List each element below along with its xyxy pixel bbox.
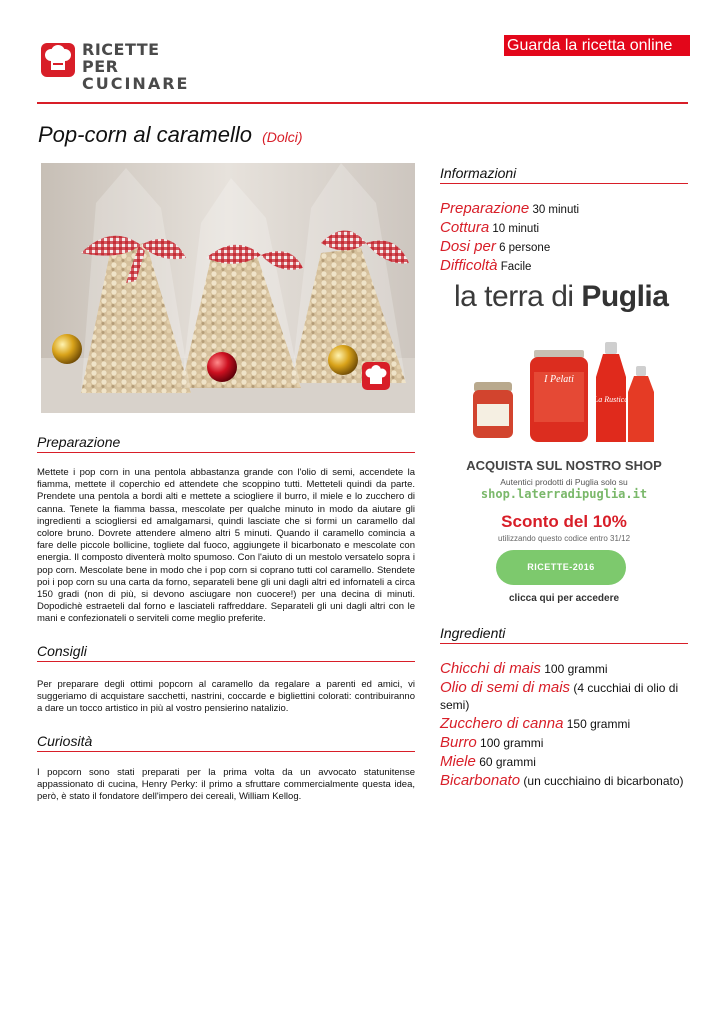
ingredient-item (440, 679, 690, 714)
ad-shop-subtitle: Autentici prodotti di Puglia solo su (500, 477, 628, 487)
recipe-title (38, 122, 303, 148)
ingredient-name: Zucchero di canna (440, 715, 564, 732)
consigli-text: Per preparare degli ottimi popcorn al caramello da regalare a parenti ed amici, vi suggeriamo di acquistare sacchetti, nastrini, coccarde e bigliettini colorati: contribuiranno a dare un tocco artistico in più al vostro pensierino natalizio. (37, 679, 415, 715)
info-value: 6 persone (499, 242, 551, 254)
ingredient-name: Burro (440, 734, 477, 751)
coupon-code-button[interactable]: RICETTE-2016 (496, 550, 626, 585)
ingredient-qty: 150 grammi (566, 717, 631, 731)
ad-shop-title: ACQUISTA SUL NOSTRO SHOP (466, 458, 662, 473)
logo-line1: RICETTE PER (82, 40, 160, 76)
ingredient-qty: (un cucchiaino di bicarbonato) (523, 774, 684, 788)
recipe-photo (41, 163, 415, 413)
logo-line2: CUCINARE (82, 74, 190, 93)
info-cottura (440, 219, 539, 236)
ingredient-qty: 100 grammi (544, 662, 608, 676)
preparazione-text: Mettete i pop corn in una pentola abbastanza grande con l'olio di semi, accendete la fiamma, mettete il coperchio ed attendete che scoppino tutti. Metteteli quindi da parte. Prendete una pentola a bordi alti e mettete a sciogliere il burro, il miele e lo zucchero di canna. Tenete la fiamma bassa, mescolate per qualche minuto in modo da aiutare gli ingredienti a sciogliersi ed amalgamarsi, quindi lasciate che si formi un caramello dal colore bruno. Dovrete attendere almeno altri 5 minuti. Quando il caramello comincia a fare delle piccole bollicine, togliete dal fuoco, aggiungete il bicarbonato e mescolate con energia. Il composto diventerà molto spumoso. Con l'aiuto di un mestolo versatelo sopra i pop corn. Mescolate bene in modo che i pop corn si coprano tutti col caramello. Stendete poi i pop corn su una carta da forno, separateli bene gli uni dagli altri ed infornateli a circa 150 gradi (non di più, si devono asciugare non cuocere!) per una decina di minuti. Dopodichè estraeteli dal forno e lasciateli raffreddare. Separateli gli uni dagli altri con le mani e confezionateli o serviteli come meglio preferite. (37, 467, 415, 625)
site-logo[interactable] (40, 40, 200, 93)
ad-brand-bold: Puglia (581, 280, 669, 313)
ingredient-item (440, 715, 690, 733)
chef-hat-watermark-icon (362, 362, 390, 390)
ingredient-item (440, 734, 690, 752)
section-heading-informazioni: Informazioni (440, 165, 688, 184)
info-label: Dosi per (440, 238, 496, 255)
ingredient-name: Chicchi di mais (440, 660, 541, 677)
ad-brand (454, 280, 668, 314)
section-heading-preparazione: Preparazione (37, 434, 415, 453)
jar-label: I Pelati (544, 374, 574, 385)
ingredient-qty: 60 grammi (479, 755, 536, 769)
curiosita-text: I popcorn sono stati preparati per la prima volta da un avvocato statunitense appassionato di cucina, Henry Perky: il primo a sfruttare commercialmente questa idea, però, è stato il fondatore dell'impero dei cereali, William Kellog. (37, 767, 415, 803)
chef-hat-logo-icon (40, 42, 76, 78)
shop-advertisement[interactable] (440, 280, 688, 608)
recipe-title-text: Pop-corn al caramello (38, 122, 252, 147)
section-heading-consigli: Consigli (37, 643, 415, 662)
ad-cta-link[interactable]: clicca qui per accedere (508, 593, 620, 604)
ad-discount: Sconto del 10% (501, 512, 627, 531)
info-value: Facile (500, 261, 532, 273)
info-dosi (440, 238, 550, 255)
section-heading-ingredienti: Ingredienti (440, 625, 688, 644)
ingredient-name: Bicarbonato (440, 772, 521, 789)
ingredient-qty: 100 grammi (480, 736, 544, 750)
info-difficolta (440, 257, 531, 274)
ingredient-item (440, 753, 690, 771)
ingredient-qty: (4 cucchiai di olio di semi) (440, 681, 679, 712)
product-jars-image (470, 342, 670, 444)
ingredient-item (440, 660, 690, 678)
info-preparazione (440, 200, 579, 217)
recipe-category: (Dolci) (262, 129, 303, 145)
ad-discount-note: utilizzando questo codice entro 31/12 (497, 534, 631, 543)
section-heading-curiosita: Curiosità (37, 733, 415, 752)
info-label: Cottura (440, 219, 490, 236)
ingredient-name: Olio di semi di mais (440, 679, 571, 696)
info-label: Preparazione (440, 200, 530, 217)
ad-shop-url[interactable]: shop.laterradipuglia.it (480, 487, 648, 501)
bottle-label: La Rustica (593, 395, 629, 404)
logo-wordmark (82, 41, 200, 92)
header-divider (37, 102, 688, 104)
info-value: 30 minuti (532, 204, 580, 216)
ad-brand-light: la terra di (454, 280, 574, 313)
ingredient-name: Miele (440, 753, 476, 770)
ingredient-item (440, 772, 690, 790)
view-online-button[interactable]: Guarda la ricetta online (504, 35, 690, 56)
info-label: Difficoltà (440, 257, 498, 274)
info-value: 10 minuti (492, 223, 540, 235)
